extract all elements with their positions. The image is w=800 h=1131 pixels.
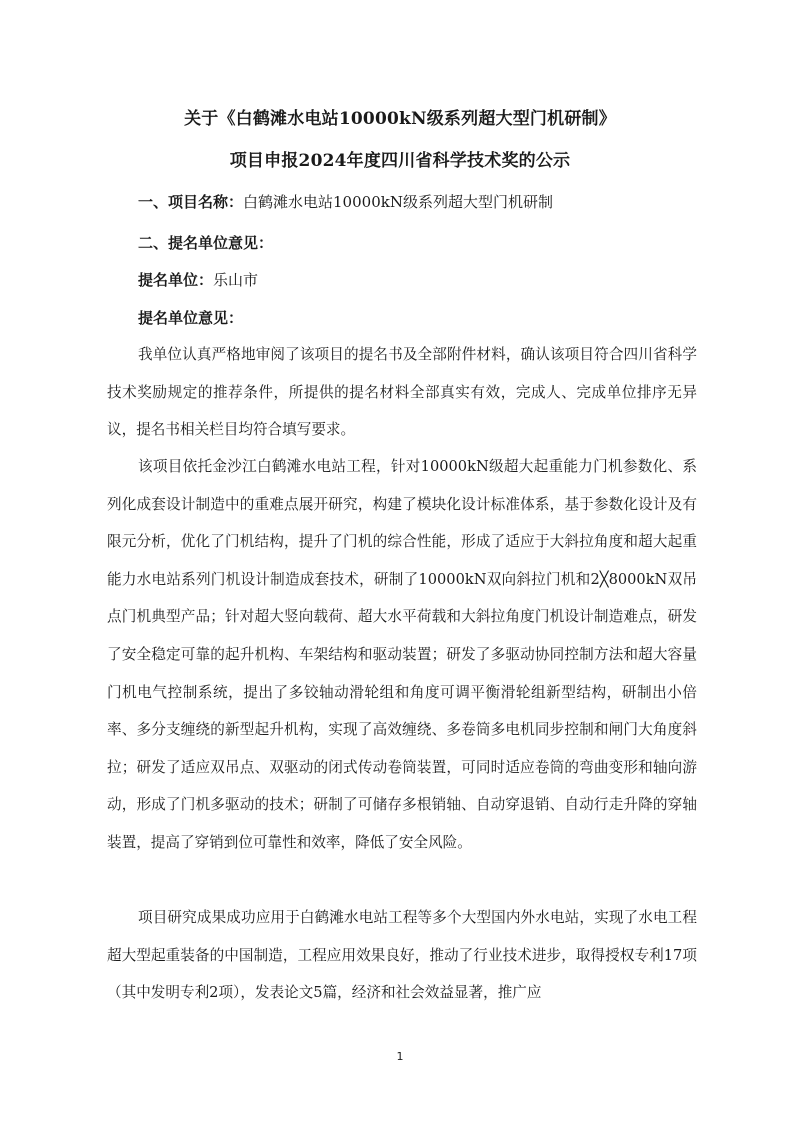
- opinion-paragraph-1: 我单位认真严格地审阅了该项目的提名书及全部附件材料，确认该项目符合四川省科学技术奖励规定的推荐条件，所提供的提名材料全部真实有效，完成人、完成单位排序无异议，提名书相关栏目均符合填写要求。: [107, 346, 697, 439]
- nominator-heading-line: [138, 232, 273, 253]
- nominator-unit-value: 乐山市: [213, 271, 259, 289]
- opinion-label-line: [138, 307, 243, 328]
- page-number: 1: [396, 1050, 404, 1063]
- nominator-unit-label: 提名单位：: [138, 271, 214, 289]
- document-title-line-2: 项目申报2024年度四川省科学技术奖的公示: [229, 151, 571, 171]
- project-name-line: [138, 191, 553, 212]
- opinion-paragraph-2: 该项目依托金沙江白鹤滩水电站工程，针对10000kN级超大起重能力门机参数化、系列化成套设计制造中的重难点展开研究，构建了模块化设计标准体系，基于参数化设计及有限元分析，优化了门机结构，提升了门机的综合性能，形成了适应于大斜拉角度和超大起重能力水电站系列门机设计制造成套技术，研制了10000kN双向斜拉门机和2╳8000kN双吊点门机典型产品；针对超大竖向载荷、超大水平荷载和大斜拉角度门机设计制造难点，研发了安全稳定可靠的起升机构、车架结构和驱动装置；研发了多驱动协同控制方法和超大容量门机电气控制系统，提出了多铰轴动滑轮组和角度可调平衡滑轮组新型结构，研制出小倍率、多分支缠绕的新型起升机构，实现了高效缠绕、多卷筒多电机同步控制和闸门大角度斜拉；研发了适应双吊点、双驱动的闭式传动卷筒装置，可同时适应卷筒的弯曲变形和轴向游动，形成了门机多驱动的技术；研制了可储存多根销轴、自动穿退销、自动行走升降的穿轴装置，提高了穿销到位可靠性和效率，降低了安全风险。: [107, 458, 697, 851]
- nominator-heading: 二、提名单位意见：: [138, 234, 274, 252]
- opinion-label: 提名单位意见：: [138, 309, 244, 327]
- project-name-value: 白鹤滩水电站10000kN级系列超大型门机研制: [243, 193, 553, 211]
- opinion-paragraph-3: 项目研究成果成功应用于白鹤滩水电站工程等多个大型国内外水电站，实现了水电工程超大型起重装备的中国制造，工程应用效果良好，推动了行业技术进步，取得授权专利17项（其中发明专利2项），发表论文5篇，经济和社会效益显著，推广应: [107, 909, 697, 1002]
- project-name-label: 一、项目名称：: [138, 193, 244, 211]
- document-title-line-1: 关于《白鹤滩水电站10000kN级系列超大型门机研制》: [184, 109, 616, 129]
- nominator-unit-line: [138, 269, 258, 290]
